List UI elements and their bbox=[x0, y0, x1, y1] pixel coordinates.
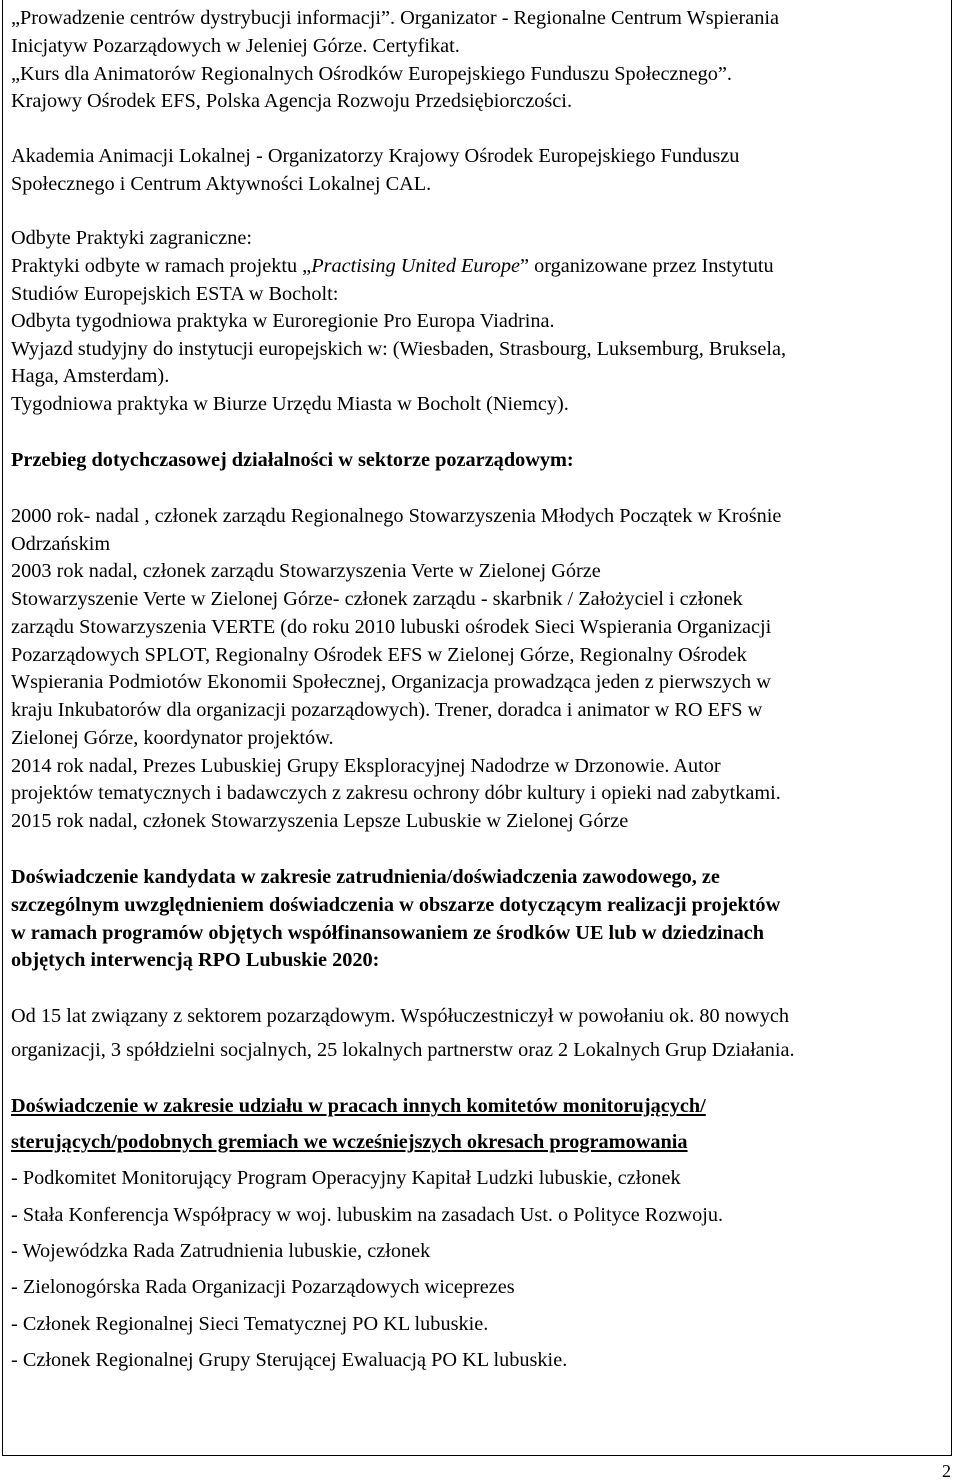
text-line: 2015 rok nadal, członek Stowarzyszenia Lepsze Lubuskie w Zielonej Górze bbox=[11, 810, 629, 832]
text-line: Odbyte Praktyki zagraniczne: bbox=[11, 227, 253, 249]
section-heading: objętych interwencją RPO Lubuskie 2020: bbox=[11, 949, 380, 971]
text-line: Studiów Europejskich ESTA w Bocholt: bbox=[11, 283, 339, 305]
text-line: Inicjatyw Pozarządowych w Jeleniej Górze. Certyfikat. bbox=[11, 35, 460, 57]
text-line: organizacji, 3 spółdzielni socjalnych, 25 lokalnych partnerstw oraz 2 Lokalnych Grup Działania. bbox=[11, 1039, 795, 1061]
text-line: zarządu Stowarzyszenia VERTE (do roku 2010 lubuski ośrodek Sieci Wspierania Organizacji bbox=[11, 616, 772, 638]
text-line: Odrzańskim bbox=[11, 533, 111, 555]
text-line: Tygodniowa praktyka w Biurze Urzędu Miasta w Bocholt (Niemcy). bbox=[11, 393, 569, 415]
text-line: Od 15 lat związany z sektorem pozarządowym. Współuczestniczył w powołaniu ok. 80 nowych bbox=[11, 1005, 789, 1027]
text-line bbox=[11, 256, 774, 276]
text-line: Wyjazd studyjny do instytucji europejskich w: (Wiesbaden, Strasbourg, Luksemburg, Bruksela, bbox=[11, 338, 787, 360]
text-line: 2000 rok- nadal , członek zarządu Regionalnego Stowarzyszenia Młodych Początek w Krośnie bbox=[11, 505, 782, 527]
text-line: Akademia Animacji Lokalnej - Organizatorzy Krajowy Ośrodek Europejskiego Funduszu bbox=[11, 145, 740, 167]
text-line: 2003 rok nadal, członek zarządu Stowarzyszenia Verte w Zielonej Górze bbox=[11, 560, 601, 582]
text-line: Społecznego i Centrum Aktywności Lokalnej CAL. bbox=[11, 173, 432, 195]
text-line: „Kurs dla Animatorów Regionalnych Ośrodków Europejskiego Funduszu Społecznego”. bbox=[11, 63, 732, 85]
page-number: 2 bbox=[942, 1461, 951, 1481]
text-line: Stowarzyszenie Verte w Zielonej Górze- członek zarządu - skarbnik / Założyciel i członek bbox=[11, 588, 743, 610]
list-item: - Podkomitet Monitorujący Program Operacyjny Kapitał Ludzki lubuskie, członek bbox=[11, 1167, 681, 1189]
section-heading: Przebieg dotychczasowej działalności w sektorze pozarządowym: bbox=[11, 449, 574, 471]
text-fragment: ” organizowane przez Instytutu bbox=[520, 255, 774, 277]
section-heading: Doświadczenie kandydata w zakresie zatrudnienia/doświadczenia zawodowego, ze bbox=[11, 866, 720, 888]
text-line: Zielonej Górze, koordynator projektów. bbox=[11, 727, 334, 749]
text-line: „Prowadzenie centrów dystrybucji informacji”. Organizator - Regionalne Centrum Wspierania bbox=[11, 7, 779, 29]
section-heading: sterujących/podobnych gremiach we wcześniejszych okresach programowania bbox=[11, 1131, 688, 1153]
list-item: - Stała Konferencja Współpracy w woj. lubuskim na zasadach Ust. o Polityce Rozwoju. bbox=[11, 1204, 724, 1226]
text-line: 2014 rok nadal, Prezes Lubuskiej Grupy Eksploracyjnej Nadodrze w Drzonowie. Autor bbox=[11, 755, 721, 777]
text-line: Odbyta tygodniowa praktyka w Euroregionie Pro Europa Viadrina. bbox=[11, 310, 555, 332]
text-line: Haga, Amsterdam). bbox=[11, 365, 170, 387]
list-item: - Wojewódzka Rada Zatrudnienia lubuskie, członek bbox=[11, 1240, 431, 1262]
list-item: - Członek Regionalnej Grupy Sterującej Ewaluacją PO KL lubuskie. bbox=[11, 1349, 568, 1371]
text-line: Pozarządowych SPLOT, Regionalny Ośrodek EFS w Zielonej Górze, Regionalny Ośrodek bbox=[11, 644, 747, 666]
list-item: - Zielonogórska Rada Organizacji Pozarządowych wiceprezes bbox=[11, 1276, 515, 1298]
section-heading: w ramach programów objętych współfinansowaniem ze środków UE lub w dziedzinach bbox=[11, 922, 765, 944]
project-name: Practising United Europe bbox=[311, 255, 520, 277]
text-fragment: Praktyki odbyte w ramach projektu „ bbox=[11, 255, 312, 277]
list-item: - Członek Regionalnej Sieci Tematycznej PO KL lubuskie. bbox=[11, 1313, 489, 1335]
text-line: kraju Inkubatorów dla organizacji pozarządowych). Trener, doradca i animator w RO EFS w bbox=[11, 699, 763, 721]
text-line: Wspierania Podmiotów Ekonomii Społecznej, Organizacja prowadząca jeden z pierwszych w bbox=[11, 671, 771, 693]
section-heading: szczególnym uwzględnieniem doświadczenia w obszarze dotyczącym realizacji projektów bbox=[11, 894, 781, 916]
text-line: projektów tematycznych i badawczych z zakresu ochrony dóbr kultury i opieki nad zabytkami. bbox=[11, 782, 781, 804]
text-line: Krajowy Ośrodek EFS, Polska Agencja Rozwoju Przedsiębiorczości. bbox=[11, 90, 573, 112]
section-heading: Doświadczenie w zakresie udziału w pracach innych komitetów monitorujących/ bbox=[11, 1095, 706, 1117]
